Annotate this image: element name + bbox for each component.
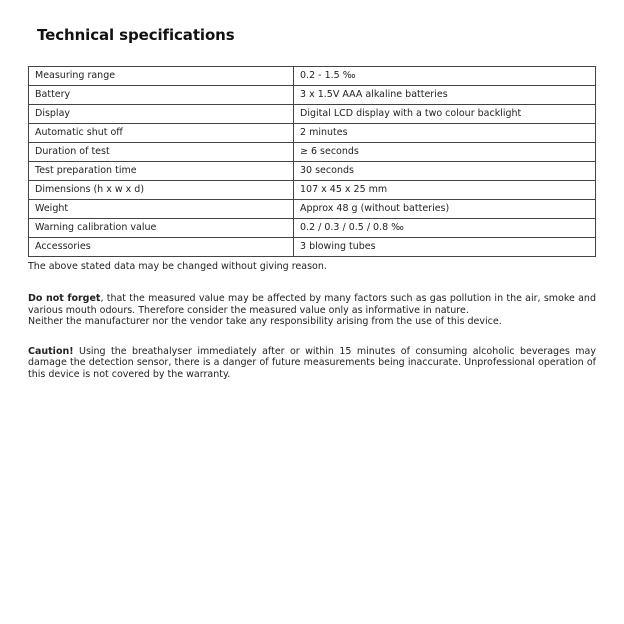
table-row <box>29 105 596 124</box>
spec-label: Battery <box>29 86 294 105</box>
spec-value: 3 x 1.5V AAA alkaline batteries <box>294 86 596 105</box>
spec-label: Automatic shut off <box>29 124 294 143</box>
warning-text: , that the measured value may be affected by many factors such as gas pollution in the air, smoke and various mouth odours. Therefore consider the measured value only as informative in nature. <box>28 293 596 316</box>
spec-value: 2 minutes <box>294 124 596 143</box>
table-row <box>29 143 596 162</box>
spec-label: Accessories <box>29 238 294 257</box>
spec-value: Digital LCD display with a two colour backlight <box>294 105 596 124</box>
spec-label: Test preparation time <box>29 162 294 181</box>
table-row <box>29 124 596 143</box>
spec-label: Dimensions (h x w x d) <box>29 181 294 200</box>
spec-label: Duration of test <box>29 143 294 162</box>
disclaimer-note: The above stated data may be changed without giving reason. <box>28 261 327 272</box>
spec-value: 30 seconds <box>294 162 596 181</box>
table-row <box>29 238 596 257</box>
page-title: Technical specifications <box>37 26 235 44</box>
specs-table <box>28 66 596 257</box>
table-row <box>29 200 596 219</box>
spec-value: 0.2 / 0.3 / 0.5 / 0.8 ‰ <box>294 219 596 238</box>
table-row <box>29 67 596 86</box>
spec-value: 107 x 45 x 25 mm <box>294 181 596 200</box>
document-page <box>28 24 596 380</box>
caution-paragraph <box>28 346 596 381</box>
spec-label: Weight <box>29 200 294 219</box>
table-row <box>29 219 596 238</box>
caution-lead: Caution! <box>28 345 74 357</box>
spec-value: 0.2 - 1.5 ‰ <box>294 67 596 86</box>
spec-label: Measuring range <box>29 67 294 86</box>
spec-value: 3 blowing tubes <box>294 238 596 257</box>
table-row <box>29 86 596 105</box>
warning-lead: Do not forget <box>28 293 101 304</box>
spec-value: Approx 48 g (without batteries) <box>294 200 596 219</box>
spec-label: Warning calibration value <box>29 219 294 238</box>
liability-paragraph: Neither the manufacturer nor the vendor take any responsibility arising from the use of this device. <box>28 316 502 327</box>
warning-paragraph <box>28 293 596 316</box>
table-row <box>29 162 596 181</box>
caution-text: Using the breathalyser immediately after or within 15 minutes of consuming alcoholic beverages may damage the detection sensor, there is a danger of future measurements being inaccurate. Unprofessional operation of this device is not covered by the warranty. <box>28 345 596 380</box>
table-row <box>29 181 596 200</box>
spec-label: Display <box>29 105 294 124</box>
spec-value: ≥ 6 seconds <box>294 143 596 162</box>
